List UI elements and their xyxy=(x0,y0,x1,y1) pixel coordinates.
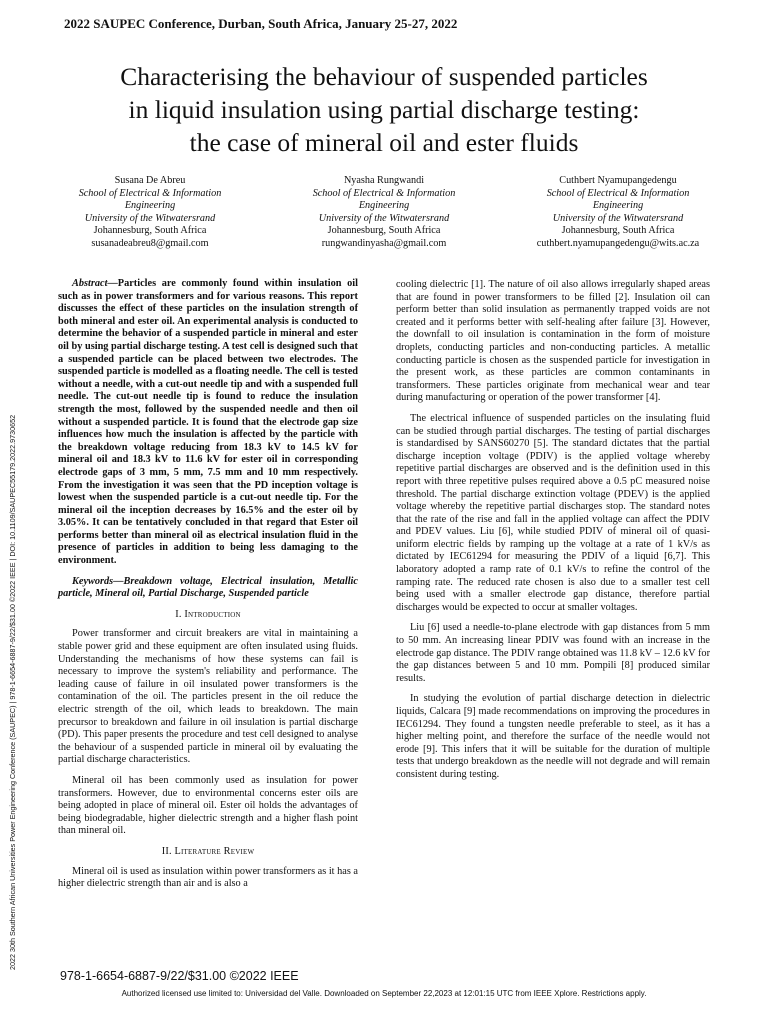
left-column xyxy=(58,278,358,899)
abstract-lead: Abstract— xyxy=(72,278,118,289)
author-affiliation: University of the Witwatersrand xyxy=(552,212,684,224)
keywords-lead: Keywords— xyxy=(72,575,124,587)
keywords xyxy=(58,576,358,601)
paragraph: The electrical influence of suspended particles on the insulating fluid can be studied through partial discharges. The testing of partial discharges is standardised by SANS60270 [5]. The standard dictates that the partial discharge inception voltage (PDIV) is the applied voltage whereby repetitive partial discharges are observed and is the definition used in this report with three repetitive pulses required above a 0.5 pC measured noise threshold. The partial discharge extinction voltage (PDEV) is the applied voltage whereby the repetitive partial discharges stop. The standard notes that the rate of the rise and fall in the applied voltage can affect the PDIV and PDEV values. Liu [6], while studied PDIV of mineral oil of quasi-uniform electric fields by ramping up the voltage at a rate of 1 kV/s as dictated by IEC61294 for measuring the PDIV of a liquid [6,7]. This laboratory adopted a ramp rate of 0.1 kV/s to refine the control of the ramping rate. The reduced rate chosen is also due to a smaller test cell being used with a smaller electrode gap distance, therefore partial discharges would be expected to occur at smaller voltages. xyxy=(396,412,710,613)
author-email: rungwandinyasha@gmail.com xyxy=(321,237,447,249)
paragraph: Liu [6] used a needle-to-plane electrode with gap distances from 5 mm to 50 mm. An increasing linear PDIV was found with an increase in the electrode gap distance. The PDIV range obtained was 11.8 kV – 12.6 kV for the gap distances between 5 and 10 mm. Pompili [8] produced similar results. xyxy=(396,622,710,684)
section-heading-literature-review: II. Literature Review xyxy=(161,845,255,857)
abstract-text: Particles are commonly found within insulation oil such as in power transformers and for various reasons. This report discusses the effect of these particles on the insulation strength of both mineral and ester oil. An experimental analysis is conducted to determine the behavior of a suspended particle in mineral and ester oil by using partial discharge testing. A test cell is designed such that a suspended particle can be placed between two electrodes. The suspended particle is modelled as a floating needle. The cell is tested without a needle, with a cut-out needle tip and with a suspended full needle. The cut-out needle tip is found to reduce the insulation strength the most, followed by the suspended needle and then oil without a suspended particle. It is found that the electrode gap size influences how much the insulation is affected by the particle with the breakdown voltage reducing from 18.3 kV to 14.5 kV for mineral oil and 18.3 kV to 11.6 kV for ester oil in corresponding electrode gaps of 3 mm, 5 mm, 7.5 mm and 10 mm respectively. From the investigation it was seen that the PD inception voltage is lowest when the suspended particle is a cut-out needle tip. For the mineral oil the inception decreases by 16.5% and the ester oil by 3.05%. It can be tentatively concluded in that regard that Ester oil performs better than mineral oil as electrical insulation fluid in the presence of particles in addition to being less damaging to the environment. xyxy=(58,278,358,567)
keywords-text: Breakdown voltage, Electrical insulation, Metallic particle, Mineral oil, Partial Discharge, Suspended particle xyxy=(58,575,358,600)
author-affiliation: University of the Witwatersrand xyxy=(318,212,450,224)
author-affiliation: Engineering xyxy=(124,200,176,211)
author-name: Cuthbert Nyamupangedengu xyxy=(559,175,677,186)
title-line: Characterising the behaviour of suspended particles xyxy=(120,62,648,91)
abstract xyxy=(58,278,358,568)
author xyxy=(274,175,494,250)
author-email: susanadeabreu8@gmail.com xyxy=(91,237,209,249)
title-line: the case of mineral oil and ester fluids xyxy=(189,128,579,157)
author-affiliation: School of Electrical & Information xyxy=(78,187,222,199)
author-email: cuthbert.nyamupangedengu@wits.ac.za xyxy=(536,237,700,249)
author-affiliation: Engineering xyxy=(592,200,644,211)
author-name: Susana De Abreu xyxy=(114,175,186,186)
author-affiliation: University of the Witwatersrand xyxy=(84,212,216,224)
paragraph: Mineral oil is used as insulation within power transformers as it has a higher dielectric strength than air and is also a xyxy=(58,865,358,890)
author xyxy=(508,175,728,250)
paragraph: cooling dielectric [1]. The nature of oil also allows irregularly shaped areas that are found in power transformers to be filled [2]. Insulation oil can perform better than solid insulation as permanently trapped voids are not created and it performs better with self-healing after failure [3]. However, the downfall to oil insulation is contamination in the form of moisture droplets, conducting particles and non-conducting particles. A metallic conducting particle is chosen as the suspended particle for investigation in the present work, as these particles are common contaminants in transformers. These particles originate from mechanical wear and tear during manufacturing or operation of the power transformer [4]. xyxy=(396,279,710,404)
paragraph: In studying the evolution of partial discharge detection in dielectric liquids, Calcara [9] made recommendations on improving the procedures in IEC61294. They found a tungsten needle preferable to steel, as it has a higher melting point, and therefore the surface of the needle would not erode [9]. This infers that it will be suitable for the duration of multiple tests that undergo breakdown as the needle will not degrade and will remain consistent during testing. xyxy=(396,693,710,780)
conference-header: 2022 SAUPEC Conference, Durban, South Africa, January 25-27, 2022 xyxy=(64,16,458,31)
paragraph: Power transformer and circuit breakers are vital in maintaining a stable power grid and these equipment are often insulated using fluids. Understanding the mechanisms of how these systems can fail is necessary to improve the system's reliability and performance. The leading cause of failure in oil insulated power transformers is the contamination of the oil. The particles present in the oil reduce the electric strength of the oil, which leads to breakdown. The main precursor to breakdown and failure in oil insulation is partial discharge (PD). This paper presents the procedure and test cell designed to analyse the behaviour of a suspended particle in mineral oil by evaluating the partial discharge characteristics. xyxy=(58,628,358,766)
author xyxy=(40,175,260,250)
author-affiliation: School of Electrical & Information xyxy=(312,187,456,199)
author-affiliation: School of Electrical & Information xyxy=(546,187,690,199)
right-column xyxy=(396,279,710,790)
author-block xyxy=(40,175,728,250)
author-city: Johannesburg, South Africa xyxy=(93,225,207,236)
side-doi-strip: 2022 30th Southern African Universities Power Engineering Conference (SAUPEC) | 978-1-6654-6887-9/22/$31.00 ©2022 IEEE | DOI: 10.1109/SAUPEC55179.2022.9730652 xyxy=(8,414,17,970)
author-affiliation: Engineering xyxy=(358,200,410,211)
footer-license: Authorized licensed use limited to: Universidad del Valle. Downloaded on September 22,2023 at 12:01:15 UTC from IEEE Xplore. Restrictions apply. xyxy=(121,989,647,998)
author-city: Johannesburg, South Africa xyxy=(561,225,675,236)
author-city: Johannesburg, South Africa xyxy=(327,225,441,236)
footer-isbn: 978-1-6654-6887-9/22/$31.00 ©2022 IEEE xyxy=(60,969,299,983)
title-line: in liquid insulation using partial discharge testing: xyxy=(128,95,640,124)
author-name: Nyasha Rungwandi xyxy=(343,175,425,186)
section-heading-introduction: I. Introduction xyxy=(175,608,241,620)
paragraph: Mineral oil has been commonly used as insulation for power transformers. However, due to environmental concerns ester oils are being adopted in place of mineral oil. Ester oil holds the advantages of being biodegradable, higher dielectric strength and a higher flash point than mineral oil. xyxy=(58,774,358,837)
paper-title xyxy=(40,60,728,159)
